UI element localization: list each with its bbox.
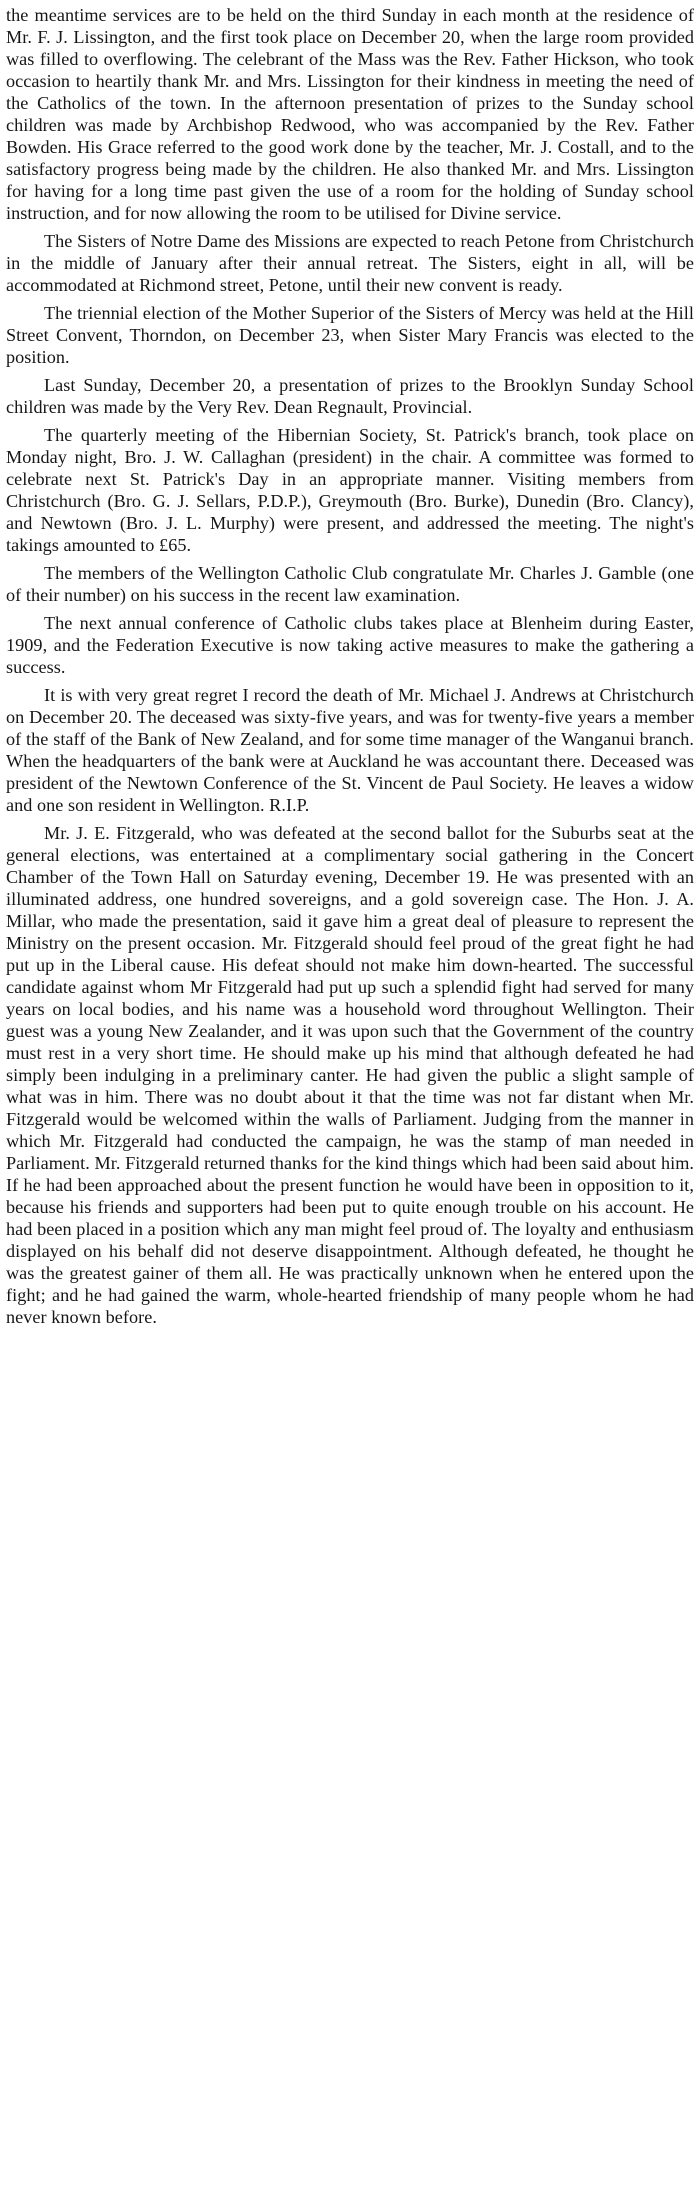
paragraph-mother-superior-election: The triennial election of the Mother Superior of the Sisters of Mercy was held at the Hill Street Convent, Thorndon, on December 23, when Sister Mary Francis was elected to the position. xyxy=(6,303,694,367)
paragraph-fitzgerald-gathering: Mr. J. E. Fitzgerald, who was defeated at the second ballot for the Suburbs seat at the general elections, was entertained at a complimentary social gathering in the Concert Chamber of the Town Hall on Saturday evening, December 19. He was presented with an illuminated address, one hundred sovereigns, and a gold sovereign case. The Hon. J. A. Millar, who made the presentation, said it gave him a great deal of pleasure to represent the Ministry on the present occasion. Mr. Fitzgerald should feel proud of the great fight he had put up in the Liberal cause. His defeat should not make him down-hearted. The successful candidate against whom Mr Fitzgerald had put up such a splendid fight had served for many years on local bodies, and his name was a household word throughout Wellington. Their guest was a young New Zealander, and it was upon such that the Government of the country must rest in a very short time. He should make up his mind that although defeated he had simply been indulging in a preliminary canter. He had given the public a slight sample of what was in him. There was no doubt about it that the time was not far distant when Mr. Fitzgerald would be welcomed within the walls of Parliament. Judging from the manner in which Mr. Fitzgerald had conducted the campaign, he was the stamp of man needed in Parliament. Mr. Fitzgerald returned thanks for the kind things which had been said about him. If he had been approached about the present function he would have been in opposition to it, because his friends and supporters had been put to quite enough trouble on his account. He had been placed in a position which any man might feel proud of. The loyalty and enthusiasm displayed on his behalf did not deserve disappointment. Although defeated, he thought he was the greatest gainer of them all. He was practically unknown when he entered upon the fight; and he had gained the warm, whole-hearted friendship of many people whom he had never known before. xyxy=(6,823,694,1327)
paragraph-catholic-club-congratulations: The members of the Wellington Catholic Club congratulate Mr. Charles J. Gamble (one of their number) on his success in the recent law examination. xyxy=(6,563,694,605)
paragraph-andrews-obituary: It is with very great regret I record the death of Mr. Michael J. Andrews at Christchurch on December 20. The deceased was sixty-five years, and was for twenty-five years a member of the staff of the Bank of New Zealand, and for some time manager of the Wanganui branch. When the headquarters of the bank were at Auckland he was accountant there. Deceased was president of the Newtown Conference of the St. Vincent de Paul Society. He leaves a widow and one son resident in Wellington. R.I.P. xyxy=(6,685,694,815)
paragraph-catholic-clubs-conference: The next annual conference of Catholic clubs takes place at Blenheim during Easter, 1909, and the Federation Executive is now taking active measures to make the gathering a success. xyxy=(6,613,694,677)
paragraph-notre-dame-sisters: The Sisters of Notre Dame des Missions are expected to reach Petone from Christchurch in the middle of January after their annual retreat. The Sisters, eight in all, will be accommodated at Richmond street, Petone, until their new convent is ready. xyxy=(6,231,694,295)
paragraph-brooklyn-prizes: Last Sunday, December 20, a presentation of prizes to the Brooklyn Sunday School children was made by the Very Rev. Dean Regnault, Provincial. xyxy=(6,375,694,417)
paragraph-lissington-services: the meantime services are to be held on the third Sunday in each month at the residence of Mr. F. J. Lissington, and the first took place on December 20, when the large room provided was filled to overflowing. The celebrant of the Mass was the Rev. Father Hickson, who took occasion to heartily thank Mr. and Mrs. Lissington for their kindness in meeting the need of the Catholics of the town. In the afternoon presentation of prizes to the Sunday school children was made by Archbishop Redwood, who was accompanied by the Rev. Father Bowden. His Grace referred to the good work done by the teacher, Mr. J. Costall, and to the satisfactory progress being made by the children. He also thanked Mr. and Mrs. Lissington for having for a long time past given the use of a room for the holding of Sunday school instruction, and for now allowing the room to be utilised for Divine service. xyxy=(6,5,694,223)
paragraph-hibernian-society: The quarterly meeting of the Hibernian Society, St. Patrick's branch, took place on Monday night, Bro. J. W. Callaghan (president) in the chair. A committee was formed to celebrate next St. Patrick's Day in an appropriate manner. Visiting members from Christchurch (Bro. G. J. Sellars, P.D.P.), Greymouth (Bro. Burke), Dunedin (Bro. Clancy), and Newtown (Bro. J. L. Murphy) were present, and addressed the meeting. The night's takings amounted to £65. xyxy=(6,425,694,555)
